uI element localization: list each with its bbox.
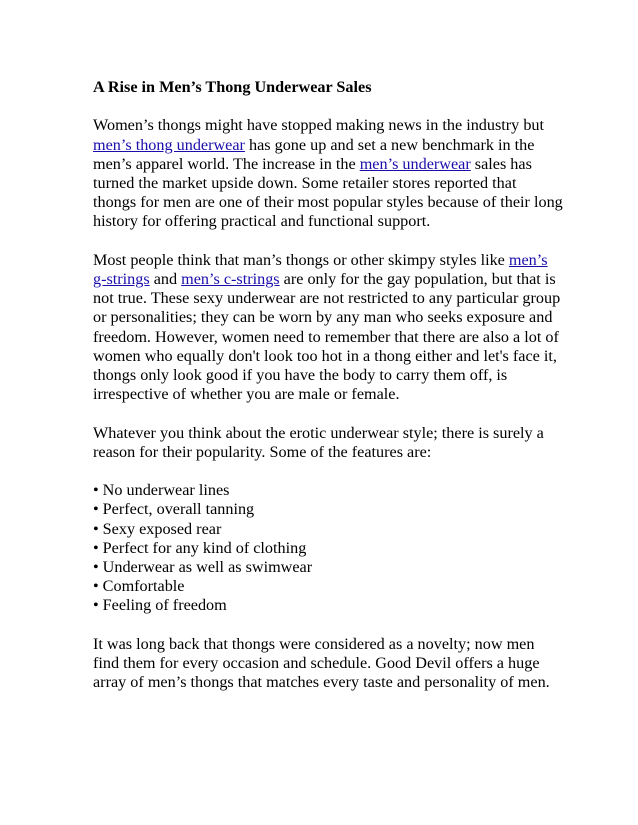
paragraph-perception-text-3: are only for the gay population, but that is not true. These sexy underwear are not restricted to any particular group or personalities; they can be worn by any man who seeks exposure and freedom. However, women need to remember that there are also a lot of women who equally don't look too hot in a thong either and let's face it, thongs only look good if you have the body to carry them off, is irrespective of whether you are male or female. — [93, 270, 561, 404]
feature-text: Sexy exposed rear — [102, 519, 222, 538]
paragraph-perception-text-2: and — [149, 270, 182, 288]
bullet-mark: • — [93, 558, 99, 577]
bullet-mark: • — [93, 577, 99, 596]
feature-text: No underwear lines — [102, 481, 230, 500]
link-mens-g-strings[interactable]: men’s g-strings — [93, 250, 548, 288]
list-item — [93, 539, 563, 558]
bullet-mark: • — [93, 519, 99, 538]
paragraph-perception — [93, 251, 563, 405]
feature-text: Comfortable — [102, 577, 185, 596]
paragraph-features-intro: Whatever you think about the erotic underwear style; there is surely a reason for their popularity. Some of the features are: — [93, 423, 544, 461]
list-item — [93, 558, 563, 577]
link-mens-thong-underwear[interactable]: men’s thong underwear — [93, 135, 245, 154]
list-item — [93, 481, 563, 500]
feature-text: Underwear as well as swimwear — [102, 558, 313, 577]
paragraph-intro-text-3: sales has turned the market upside down. Some retailer stores reported that thongs for men are one of their most popular styles because of their long history for offering practical and functional support. — [93, 154, 563, 231]
bullet-mark: • — [93, 596, 99, 615]
feature-text: Perfect for any kind of clothing — [102, 538, 307, 557]
link-mens-underwear[interactable]: men’s underwear — [359, 154, 471, 173]
paragraph-perception-text-1: Most people think that man’s thongs or other skimpy styles like — [93, 250, 509, 269]
feature-text: Perfect, overall tanning — [102, 500, 255, 519]
document-title: A Rise in Men’s Thong Underwear Sales — [93, 78, 372, 96]
list-item — [93, 577, 563, 596]
bullet-mark: • — [93, 538, 99, 557]
link-mens-c-strings[interactable]: men’s c-strings — [181, 270, 280, 288]
feature-text: Feeling of freedom — [102, 596, 227, 615]
list-item — [93, 596, 563, 615]
list-item — [93, 520, 563, 539]
paragraph-intro — [93, 116, 563, 231]
features-list — [93, 481, 563, 615]
bullet-mark: • — [93, 481, 99, 500]
bullet-mark: • — [93, 500, 99, 519]
document-page — [93, 78, 563, 712]
paragraph-intro-text-2: has gone up and set a new benchmark in the men’s apparel world. The increase in the — [93, 135, 535, 173]
paragraph-intro-text-1: Women’s thongs might have stopped making news in the industry but — [93, 116, 545, 135]
list-item — [93, 500, 563, 519]
paragraph-conclusion: It was long back that thongs were considered as a novelty; now men find them for every occasion and schedule. Good Devil offers a huge array of men’s thongs that matches every taste and personality of men. — [93, 634, 550, 692]
